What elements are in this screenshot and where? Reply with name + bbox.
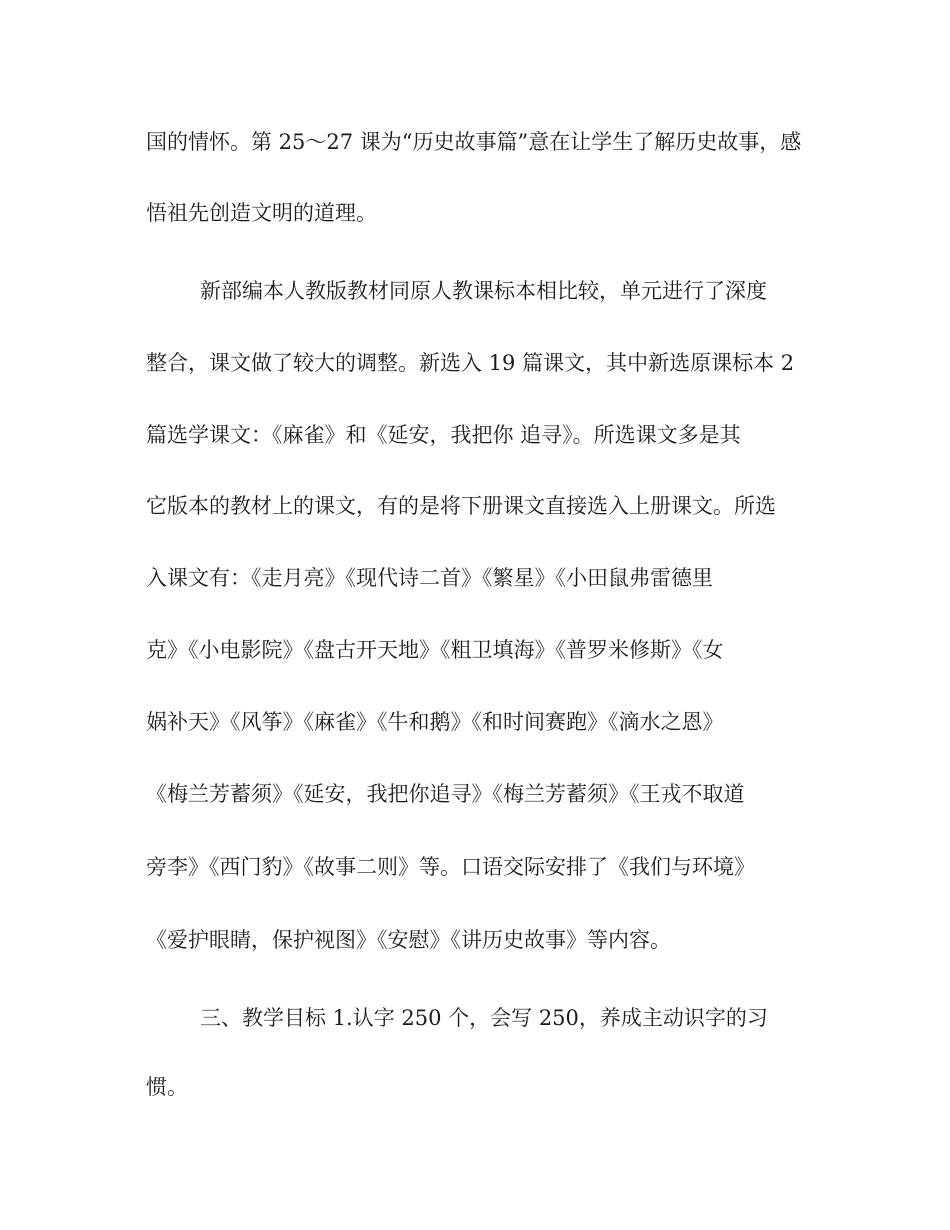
paragraph-line-2: 悟祖先创造文明的道理。 (146, 201, 377, 225)
paragraph-line-4: 整合，课文做了较大的调整。新选入 19 篇课文，其中新选原课标本 2 (146, 351, 795, 375)
paragraph-line-8: 克》《小电影院》《盘古开天地》《粗卫填海》《普罗米修斯》《女 (146, 638, 724, 662)
paragraph-line-3: 新部编本人教版教材同原人教课标本相比较，单元进行了深度 (200, 279, 767, 303)
paragraph-line-11: 旁李》《西门豹》《故事二则》等。口语交际安排了《我们与环境》 (146, 855, 755, 879)
paragraph-line-7: 入课文有：《走月亮》《现代诗二首》《繁星》《小田鼠弗雷德里 (146, 566, 713, 590)
paragraph-line-5: 篇选学课文：《麻雀》和《延安，我把你 追寻》。所选课文多是其 (146, 423, 741, 447)
paragraph-line-12: 《爱护眼睛，保护视图》《安慰》《讲历史故事》等内容。 (146, 928, 671, 952)
paragraph-line-1: 国的情怀。第 25～27 课为“历史故事篇”意在让学生了解历史故事，感 (146, 130, 802, 154)
paragraph-line-9: 娲补天》《风筝》《麻雀》《牛和鹅》《和时间赛跑》《滴水之恩》 (146, 710, 724, 734)
paragraph-line-6: 它版本的教材上的课文，有的是将下册课文直接选入上册课文。所选 (146, 494, 776, 518)
paragraph-line-10: 《梅兰芳蓄须》《延安，我把你追寻》《梅兰芳蓄须》《王戎不取道 (146, 782, 745, 806)
paragraph-line-13: 三、教学目标 1.认字 250 个，会写 250，养成主动识字的习 (200, 1006, 768, 1030)
paragraph-line-14: 惯。 (146, 1075, 188, 1099)
